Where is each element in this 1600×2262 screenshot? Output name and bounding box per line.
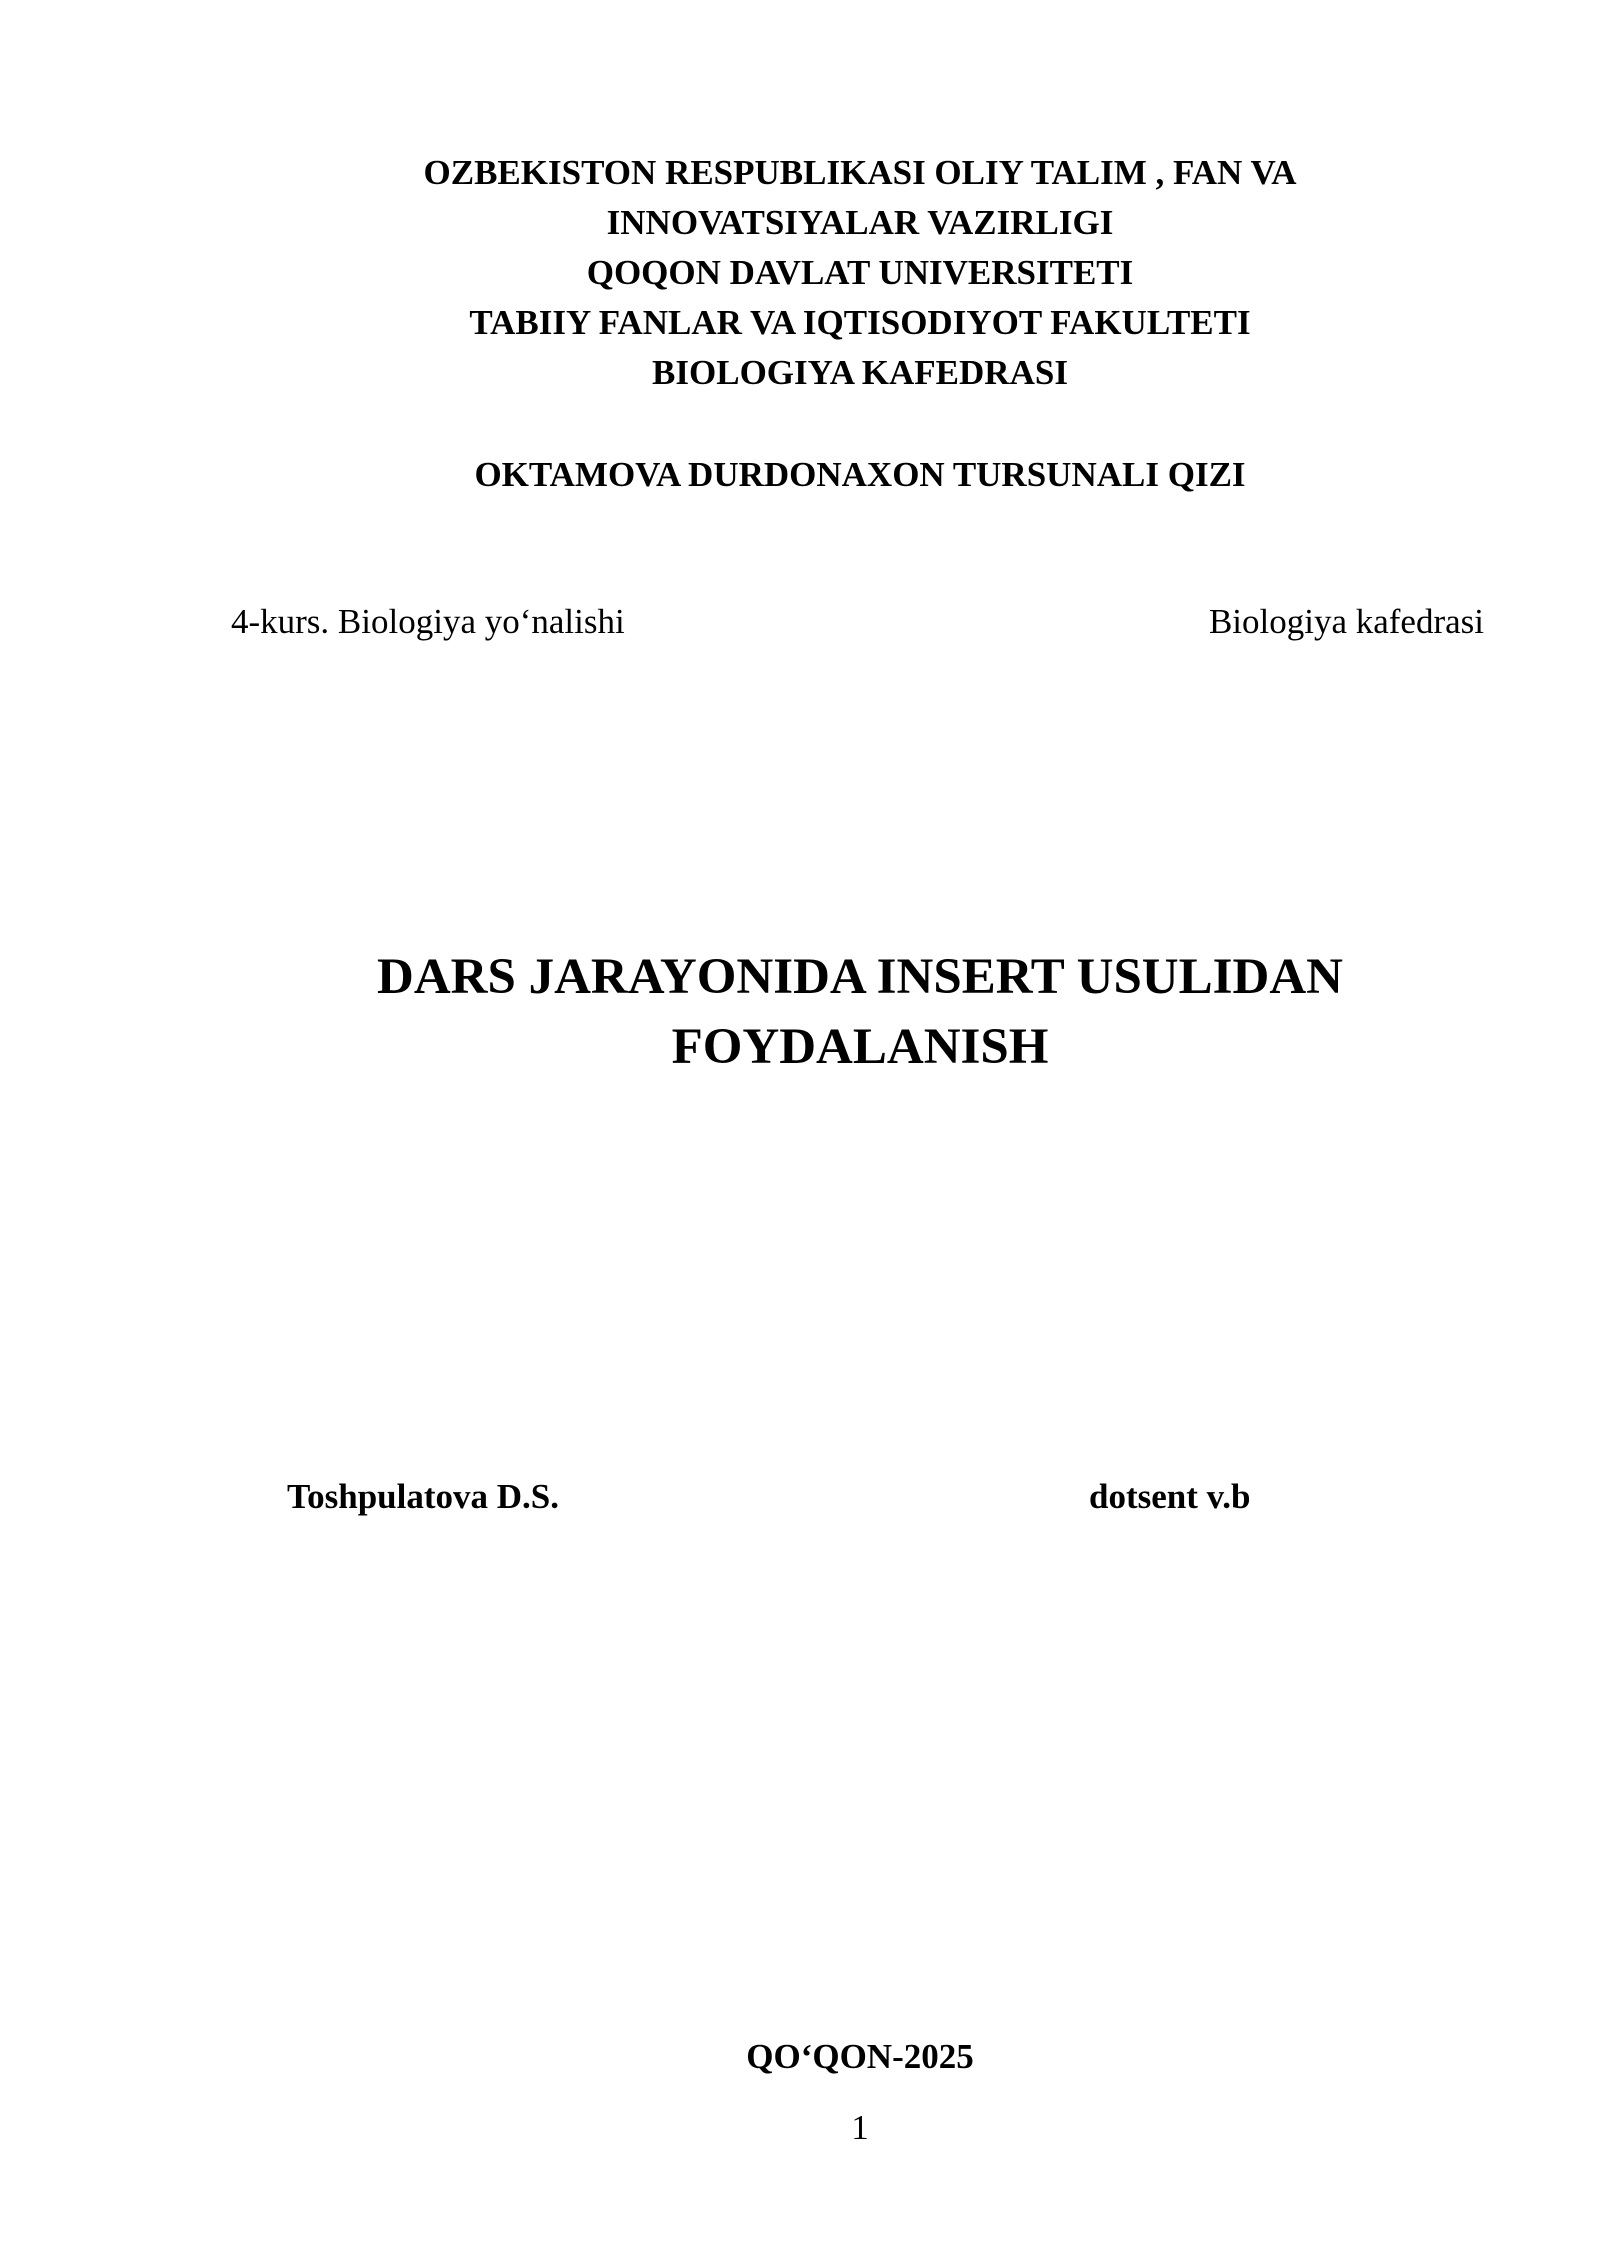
page-number: 1	[851, 2108, 869, 2147]
document-title	[0, 942, 1600, 1082]
city-year: QO‘QON-2025	[746, 2037, 974, 2076]
header-ministry-line-1: OZBEKISTON RESPUBLIKASI OLIY TALIM , FAN VA	[423, 153, 1297, 192]
student-name: OKTAMOVA DURDONAXON TURSUNALI QIZI	[474, 455, 1246, 494]
header-university: QOQON DAVLAT UNIVERSITETI	[586, 253, 1134, 292]
student-department: Biologiya kafedrasi	[1208, 602, 1484, 641]
header-faculty: TABIIY FANLAR VA IQTISODIYOT FAKULTETI	[469, 303, 1251, 342]
header-department: BIOLOGIYA KAFEDRASI	[652, 353, 1068, 392]
institution-header	[0, 148, 1600, 398]
header-ministry-line-2: INNOVATSIYALAR VAZIRLIGI	[606, 203, 1114, 242]
supervisor-name: Toshpulatova D.S.	[287, 1477, 560, 1516]
title-line-2: FOYDALANISH	[671, 1019, 1049, 1075]
title-line-1: DARS JARAYONIDA INSERT USULIDAN	[376, 949, 1343, 1005]
student-course: 4-kurs. Biologiya yo‘nalishi	[231, 602, 625, 641]
supervisor-position: dotsent v.b	[1089, 1477, 1251, 1516]
